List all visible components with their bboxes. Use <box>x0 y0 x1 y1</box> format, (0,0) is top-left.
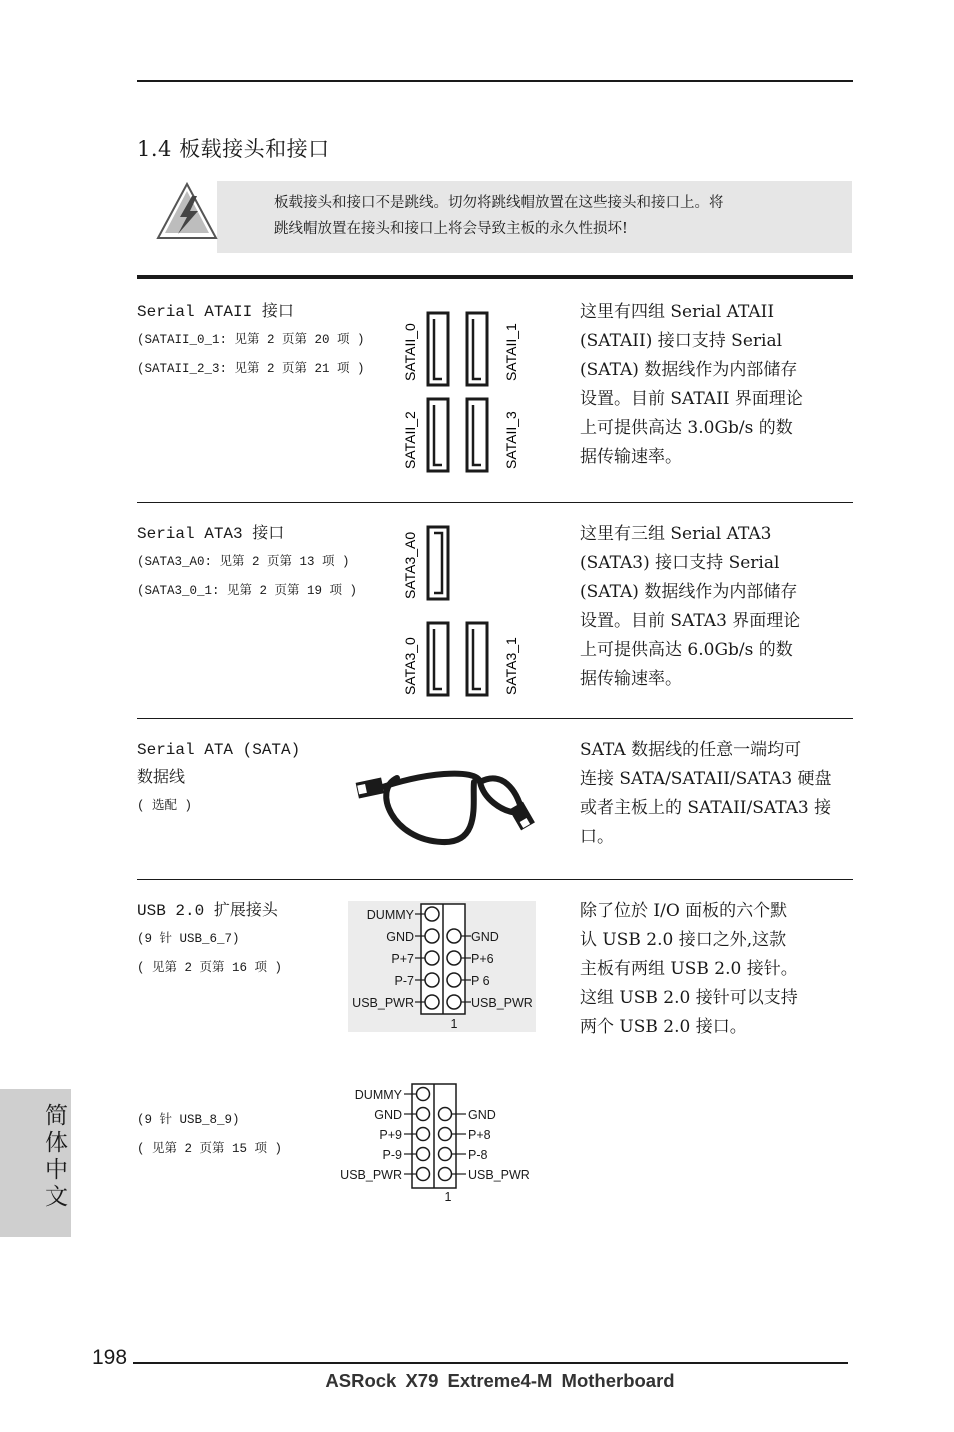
sataii-1-port <box>467 313 487 385</box>
row-divider <box>137 502 853 503</box>
row-cable-title-1: Serial ATA (SATA) <box>137 741 301 759</box>
warning-line-2: 跳线帽放置在接头和接口上将会导致主板的永久性损坏! <box>274 221 628 237</box>
usb89-right-pin-label: P+8 <box>468 1128 491 1142</box>
warning-text <box>274 190 834 242</box>
row-cable-title-2: 数据线 <box>137 769 186 787</box>
usb67-left-pin-label: P+7 <box>391 952 414 966</box>
sataii-1-label: SATAII_1 <box>503 323 519 381</box>
row-sataii-sub-2: (SATAII_2_3: 见第 2 页第 21 项 ) <box>137 362 365 376</box>
usb67-right-pin-label: USB_PWR <box>471 996 533 1010</box>
sataii-2-port <box>428 399 448 471</box>
row-sataii-sub-1: (SATAII_0_1: 见第 2 页第 20 项 ) <box>137 333 365 347</box>
desc-line: 连接 SATA/SATAII/SATA3 硬盘 <box>580 769 832 789</box>
sataii-0-label: SATAII_0 <box>402 323 418 381</box>
sata3-0-label: SATA3_0 <box>402 637 418 695</box>
desc-line: 这里有三组 Serial ATA3 <box>580 524 772 544</box>
row-divider <box>137 718 853 719</box>
row-sataii <box>137 298 365 384</box>
usb89-pin1-label: 1 <box>444 1190 452 1204</box>
row-usb89-sub-1: (9 针 USB_8_9) <box>137 1113 240 1127</box>
usb67-left-pin-label: USB_PWR <box>352 996 414 1010</box>
section-title: 1.4 板载接头和接口 <box>137 137 330 161</box>
row-usb67-sub-2: ( 见第 2 页第 16 项 ) <box>137 961 283 975</box>
top-rule <box>137 80 853 82</box>
usb67-dummy-label: DUMMY <box>366 908 414 922</box>
usb67-left-pin-label: P-7 <box>394 974 414 988</box>
desc-line: 除了位於 I/O 面板的六个默 <box>580 901 788 921</box>
row-cable-sub: ( 选配 ) <box>137 799 193 813</box>
desc-line: 这里有四组 Serial ATAII <box>580 302 775 322</box>
sata3-1-port <box>467 623 487 695</box>
sata-cable-image <box>352 760 547 860</box>
desc-line: (SATA3) 接口支持 Serial <box>580 553 780 573</box>
sataii-3-label: SATAII_3 <box>503 411 519 469</box>
row-sataii-title: Serial ATAII 接口 <box>137 303 294 321</box>
row-sataii-desc <box>580 298 835 472</box>
row-sata3-sub-2: (SATA3_0_1: 见第 2 页第 19 项 ) <box>137 584 358 598</box>
desc-line: 上可提供高达 6.0Gb/s 的数 <box>580 640 793 660</box>
sata3-a0-port <box>428 527 448 599</box>
sata3-a0-label: SATA3_A0 <box>402 531 418 599</box>
desc-line: 这组 USB 2.0 接针可以支持 <box>580 988 798 1008</box>
usb67-pin1-label: 1 <box>450 1017 458 1031</box>
desc-line: 据传输速率。 <box>580 447 682 467</box>
sataii-connector-diagram <box>395 305 530 475</box>
desc-line: (SATA) 数据线作为内部储存 <box>580 360 798 380</box>
sataii-3-port <box>467 399 487 471</box>
row-sata3-sub-1: (SATA3_A0: 见第 2 页第 13 项 ) <box>137 555 350 569</box>
row-sata3-desc <box>580 520 835 694</box>
row-divider <box>137 879 853 880</box>
row-usb-desc <box>580 897 835 1042</box>
usb67-right-pin-label: GND <box>471 930 499 944</box>
table-top-rule <box>137 275 853 279</box>
row-usb89 <box>137 1106 282 1164</box>
usb89-right-pin-label: P-8 <box>468 1148 488 1162</box>
usb89-right-pin-label: USB_PWR <box>468 1168 530 1182</box>
usb89-left-pin-label: P-9 <box>382 1148 402 1162</box>
language-side-tab-label: 简体中文 <box>41 1103 67 1211</box>
desc-line: 据传输速率。 <box>580 669 682 689</box>
row-sata-cable <box>137 736 300 821</box>
sataii-2-label: SATAII_2 <box>402 411 418 469</box>
language-side-tab <box>0 1089 71 1237</box>
row-usb67-sub-1: (9 针 USB_6_7) <box>137 932 240 946</box>
row-usb89-sub-2: ( 见第 2 页第 15 项 ) <box>137 1142 283 1156</box>
desc-line: 主板有两组 USB 2.0 接针。 <box>580 959 798 979</box>
usb89-dummy-label: DUMMY <box>354 1088 402 1102</box>
desc-line: 两个 USB 2.0 接口。 <box>580 1017 747 1037</box>
desc-line: 设置。目前 SATAII 界面理论 <box>580 389 803 409</box>
desc-line: (SATAII) 接口支持 Serial <box>580 331 783 351</box>
usb89-left-pin-label: P+9 <box>379 1128 402 1142</box>
desc-line: SATA 数据线的任意一端均可 <box>580 740 802 760</box>
warning-line-1: 板载接头和接口不是跳线。切勿将跳线帽放置在这些接头和接口上。将 <box>274 195 724 211</box>
usb89-right-pin-label: GND <box>468 1108 496 1122</box>
row-usb-title: USB 2.0 扩展接头 <box>137 902 278 920</box>
desc-line: (SATA) 数据线作为内部储存 <box>580 582 798 602</box>
usb67-left-pin-label: GND <box>386 930 414 944</box>
usb89-left-pin-label: USB_PWR <box>340 1168 402 1182</box>
desc-line: 上可提供高达 3.0Gb/s 的数 <box>580 418 793 438</box>
footer-rule <box>133 1362 848 1364</box>
usb67-right-pin-label: P+6 <box>471 952 494 966</box>
desc-line: 或者主板上的 SATAII/SATA3 接 <box>580 798 832 818</box>
usb89-pin-diagram <box>338 1082 538 1206</box>
page-number: 198 <box>92 1346 128 1369</box>
desc-line: 认 USB 2.0 接口之外,这款 <box>580 930 787 950</box>
row-cable-desc <box>580 736 835 852</box>
footer-title: ASRock X79 Extreme4-M Motherboard <box>325 1370 675 1391</box>
sata3-1-label: SATA3_1 <box>503 637 519 695</box>
sataii-0-port <box>428 313 448 385</box>
desc-line: 设置。目前 SATA3 界面理论 <box>580 611 801 631</box>
row-sata3-title: Serial ATA3 接口 <box>137 525 285 543</box>
sata3-0-port <box>428 623 448 695</box>
row-usb67 <box>137 897 282 983</box>
usb89-left-pin-label: GND <box>374 1108 402 1122</box>
sata3-connector-diagram <box>395 520 530 700</box>
desc-line: 口。 <box>580 827 614 847</box>
usb67-right-pin-label: P 6 <box>471 974 490 988</box>
row-sata3 <box>137 520 357 606</box>
usb67-pin-diagram <box>348 901 538 1033</box>
warning-lightning-icon <box>156 182 218 242</box>
